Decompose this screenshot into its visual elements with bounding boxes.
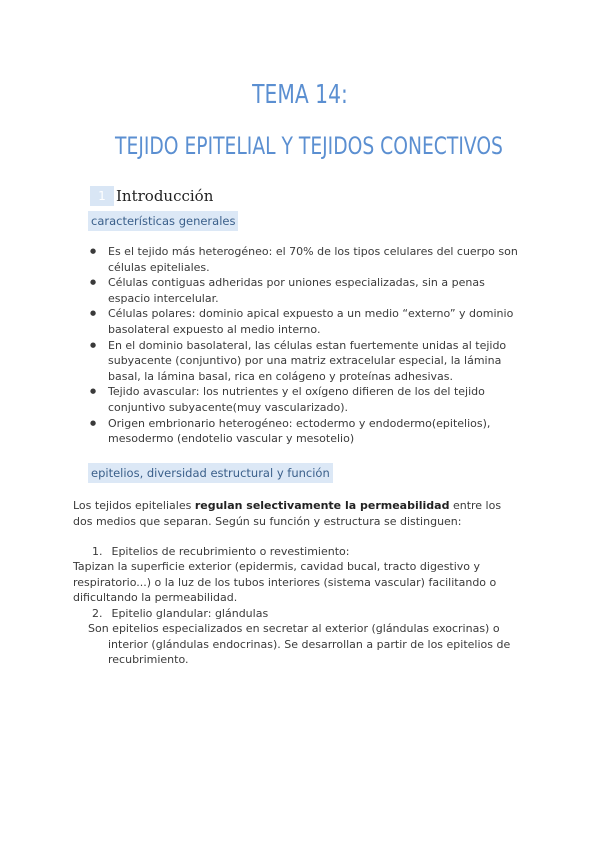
intro-text-before: Los tejidos epiteliales	[73, 499, 195, 512]
item-description-first: Son epitelios especializados en secretar al exterior (glándulas exocrinas) o	[88, 622, 500, 635]
subheading-general: características generales	[88, 211, 238, 231]
list-item: ● Es el tejido más heterogéneo: el 70% de los tipos celulares del cuerpo son células epiteliales.	[88, 244, 518, 275]
section-heading	[90, 186, 213, 206]
item-description	[88, 621, 518, 668]
list-item: ● Origen embrionario heterogéneo: ectodermo y endodermo(epitelios), mesodermo (endotelio vascular y mesotelio)	[88, 416, 518, 447]
numbered-item	[92, 606, 268, 622]
item-label: Epitelios de recubrimiento o revestimiento:	[111, 545, 350, 558]
item-description: Tapizan la superficie exterior (epidermis, cavidad bucal, tracto digestivo y respiratorio...) o la luz de los tubos interiores (sistema vascular) facilitando o dificultando la permeabilidad.	[73, 560, 497, 604]
intro-paragraph	[73, 498, 523, 530]
item-number: 2.	[92, 607, 103, 620]
list-item: ● Tejido avascular: los nutrientes y el oxígeno difieren de los del tejido conjuntivo subyacente(muy vascularizado).	[88, 384, 518, 415]
item-label: Epitelio glandular: glándulas	[111, 607, 269, 620]
intro-text-after: entre los dos medios que separan. Según su función y estructura se distinguen:	[73, 499, 502, 528]
list-item: ● En el dominio basolateral, las células estan fuertemente unidas al tejido subyacente (conjuntivo) por una matriz extracelular especial, la lámina basal, la lámina basal, rica en colágeno y proteínas adhesivas.	[88, 338, 518, 385]
list-item: ● Células contiguas adheridas por uniones especializadas, sin a penas espacio intercelular.	[88, 275, 518, 306]
list-item: ● Células polares: dominio apical expuesto a un medio “externo” y dominio basolateral expuesto al medio interno.	[88, 306, 518, 337]
features-list	[88, 244, 518, 447]
item-description-rest: interior (glándulas endocrinas). Se desarrollan a partir de los epitelios de recubrimiento.	[108, 637, 511, 666]
intro-text-bold: regulan selectivamente la permeabilidad	[194, 499, 450, 512]
section-number: 1	[90, 186, 114, 206]
item-number: 1.	[92, 545, 103, 558]
numbered-item	[92, 544, 349, 560]
subheading-diversity: epitelios, diversidad estructural y función	[88, 463, 333, 483]
page-subtitle: TEJIDO EPITELIAL Y TEJIDOS CONECTIVOS	[115, 132, 503, 160]
page-title: TEMA 14:	[252, 80, 348, 110]
section-title: Introducción	[116, 187, 214, 205]
